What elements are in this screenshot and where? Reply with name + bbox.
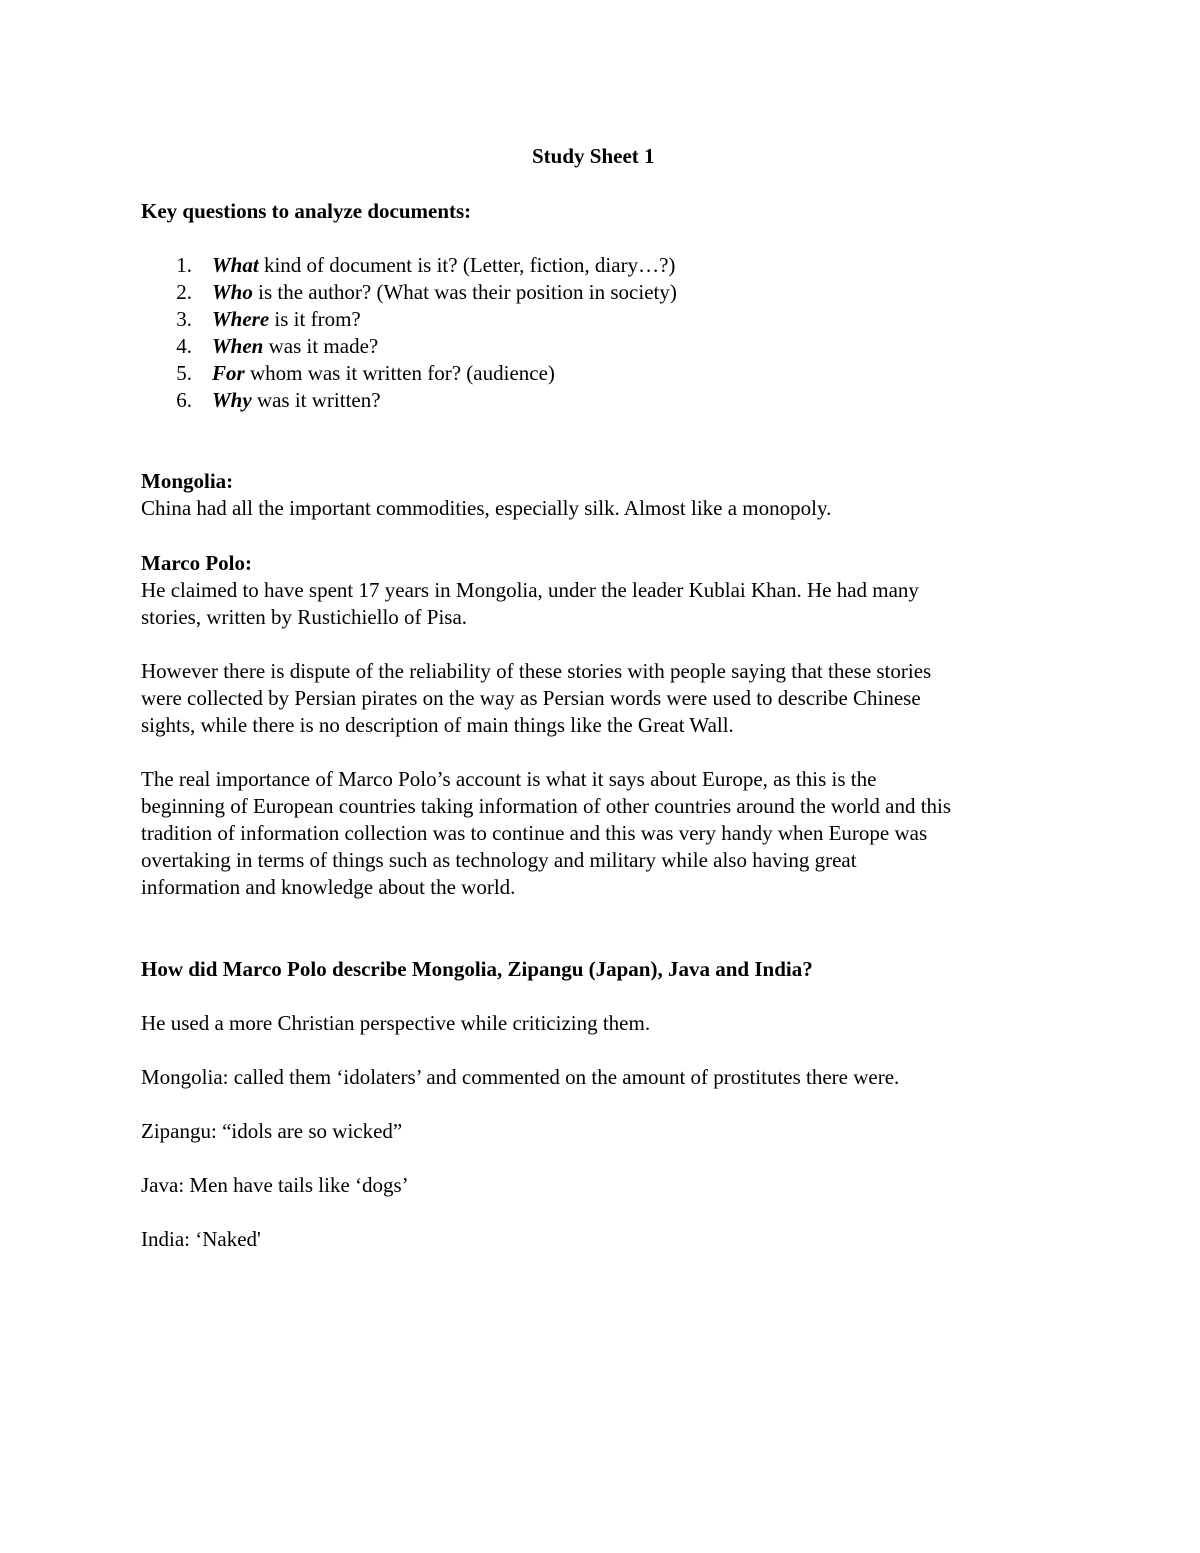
question-keyword: When (212, 334, 264, 358)
paragraph-line: He claimed to have spent 17 years in Mongolia, under the leader Kublai Khan. He had many (141, 578, 919, 602)
question-keyword: Why (212, 388, 252, 412)
paragraph-line: However there is dispute of the reliability of these stories with people saying that these stories (141, 659, 932, 683)
key-questions-heading: Key questions to analyze documents: (141, 199, 472, 223)
describe-java: Java: Men have tails like ‘dogs’ (141, 1173, 409, 1197)
marco-polo-heading: Marco Polo: (141, 551, 252, 575)
describe-heading: How did Marco Polo describe Mongolia, Zipangu (Japan), Java and India? (141, 957, 813, 981)
describe-india: India: ‘Naked' (141, 1227, 261, 1251)
question-keyword: What (212, 253, 259, 277)
mongolia-heading: Mongolia: (141, 469, 234, 493)
paragraph-line: stories, written by Rustichiello of Pisa. (141, 605, 468, 629)
paragraph-line: information and knowledge about the world. (141, 875, 516, 899)
mongolia-text: China had all the important commodities, especially silk. Almost like a monopoly. (141, 496, 832, 520)
paragraph-line: beginning of European countries taking information of other countries around the world and this (141, 794, 952, 818)
paragraph-line: were collected by Persian pirates on the way as Persian words were used to describe Chinese (141, 686, 921, 710)
document-page: Study Sheet 1 Key questions to analyze documents: 1. What kind of document is it? (Letter, fiction, diary…?) 2. Who is the author? (What was their position in society) 3. Where is it from? 4. When was it made? 5. For whom was it written for? (audience) 6. Why was it written? Mongolia: China had all the important commodities, especially silk. Almost like a monopoly. Marco Polo: He claimed to have spent 17 years in Mongolia, under the leader Kublai Khan. He had many stories, written by Rustichiello of Pisa. However there is dispute of the reliability of these stories with people saying that these stories were collected by Persian pirates on the way as Persian words were used to describe Chinese sights, while there is no description of main things like the Great Wall. The real importance of Marco Polo’s account is what it says about Europe, as this is the beginning of European countries taking information of other countries around the world and this tradition of information collection was to continue and this was very handy when Europe was overtaking in terms of things such as technology and military while also having great information and knowledge about the world. How did Marco Polo describe Mongolia, Zipangu (Japan), Java and India? He used a more Christian perspective while criticizing them. Mongolia: called them ‘idolaters’ and commented on the amount of prostitutes there were. Zipangu: “idols are so wicked” Java: Men have tails like ‘dogs’ India: ‘Naked' (141, 144, 952, 1251)
paragraph-line: sights, while there is no description of main things like the Great Wall. (141, 713, 734, 737)
question-keyword: For (212, 361, 245, 385)
describe-intro: He used a more Christian perspective while criticizing them. (141, 1011, 651, 1035)
question-keyword: Who (212, 280, 253, 304)
describe-zipangu: Zipangu: “idols are so wicked” (141, 1119, 403, 1143)
paragraph-line: overtaking in terms of things such as technology and military while also having great (141, 848, 857, 872)
paragraph-line: The real importance of Marco Polo’s account is what it says about Europe, as this is the (141, 767, 877, 791)
page-title: Study Sheet 1 (532, 144, 655, 168)
question-keyword: Where (212, 307, 270, 331)
describe-mongolia: Mongolia: called them ‘idolaters’ and commented on the amount of prostitutes there were. (141, 1065, 900, 1089)
paragraph-line: tradition of information collection was to continue and this was very handy when Europe was (141, 821, 928, 845)
